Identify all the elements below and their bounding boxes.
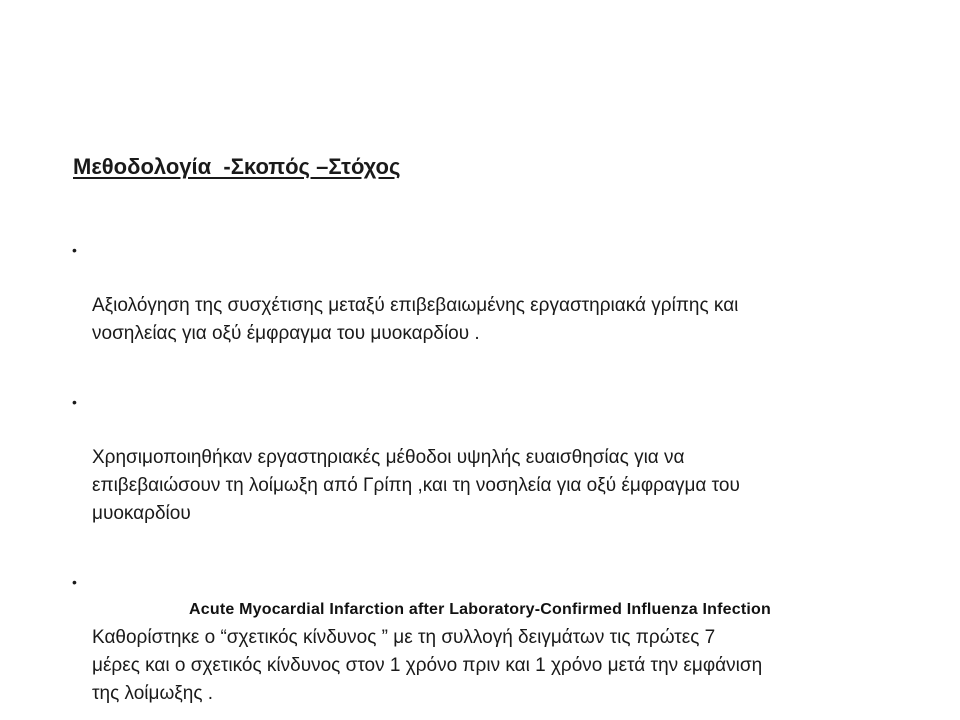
bullet-item-objective [72, 236, 872, 348]
bullet-marker: • [72, 574, 77, 590]
bullet-text: Χρησιμοποιηθήκαν εργαστηριακές μέθοδοι υψηλής ευαισθησίας για να επιβεβαιώσουν τη λοίμωξη από Γρίπη ,και τη νοσηλεία για οξύ έμφραγμα του μυοκαρδίου [92, 447, 740, 524]
source-citation: Acute Myocardial Infarction after Laboratory-Confirmed Influenza Infection [189, 601, 771, 618]
bullet-item-methods [72, 388, 872, 528]
bullet-text: Αξιολόγηση της συσχέτισης μεταξύ επιβεβαιωμένης εργαστηριακά γρίπης και νοσηλείας για οξύ έμφραγμα του μυοκαρδίου . [92, 295, 739, 344]
slide-title: Μεθοδολογία -Σκοπός –Στόχος [73, 154, 401, 179]
bullet-list [72, 236, 872, 708]
bullet-marker: • [72, 242, 77, 258]
bullet-text: Καθορίστηκε ο “σχετικός κίνδυνος ” με τη συλλογή δειγμάτων τις πρώτες 7 μέρες και ο σχετικός κίνδυνος στον 1 χρόνο πριν και 1 χρόνο μετά την εμφάνιση της λοίμωξης . [92, 627, 763, 704]
bullet-marker: • [72, 394, 77, 410]
bullet-item-relative-risk [72, 568, 872, 708]
